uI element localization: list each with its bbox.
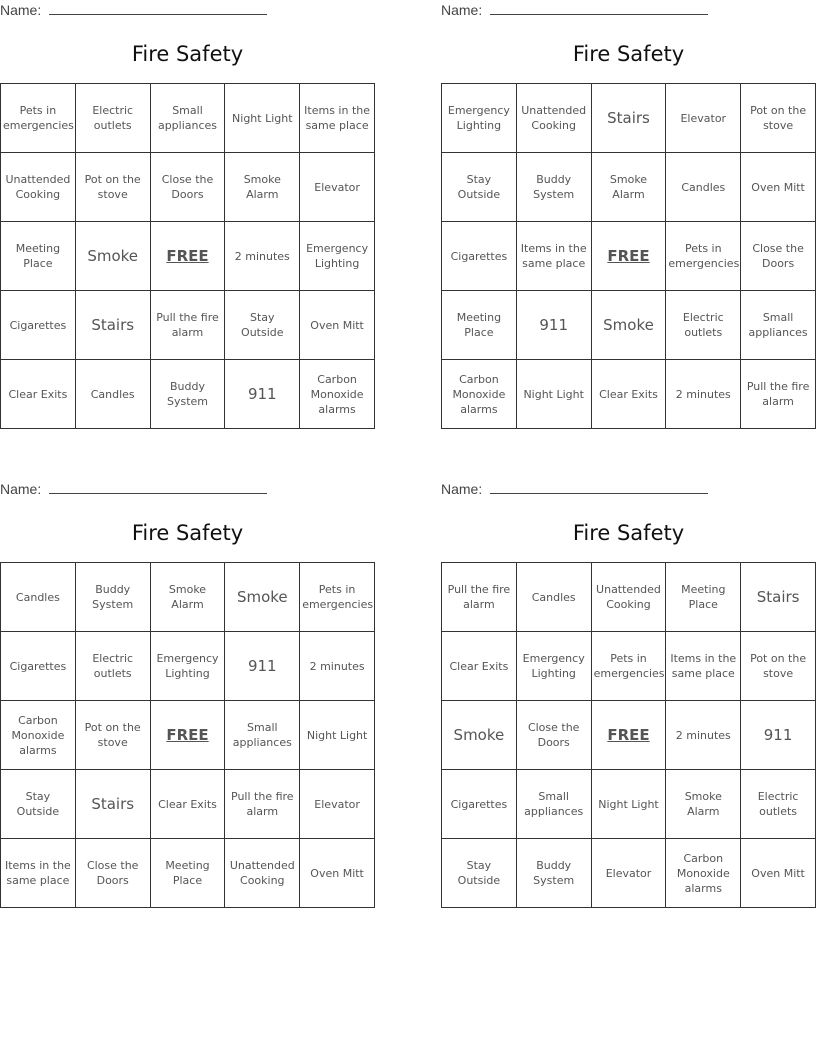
bingo-cell[interactable]: Electric outlets <box>75 84 150 153</box>
name-label: Name: <box>441 481 487 497</box>
bingo-cell[interactable]: Electric outlets <box>741 770 816 839</box>
bingo-cell[interactable]: Oven Mitt <box>741 153 816 222</box>
bingo-row <box>1 839 375 908</box>
card-title: Fire Safety <box>572 521 685 545</box>
bingo-grid <box>0 562 375 908</box>
free-space[interactable]: FREE <box>591 701 666 770</box>
name-field[interactable] <box>0 2 267 18</box>
bingo-cell[interactable]: Carbon Monoxide alarms <box>300 360 375 429</box>
bingo-cell[interactable]: Oven Mitt <box>300 839 375 908</box>
bingo-card <box>441 479 816 914</box>
name-blank-line[interactable] <box>490 481 708 494</box>
bingo-cell[interactable]: 2 minutes <box>666 360 741 429</box>
bingo-row <box>1 563 375 632</box>
free-space[interactable]: FREE <box>150 701 225 770</box>
bingo-cell[interactable]: Buddy System <box>516 153 591 222</box>
bingo-cell[interactable]: Clear Exits <box>442 632 517 701</box>
bingo-cell[interactable]: Cigarettes <box>1 291 76 360</box>
bingo-cell[interactable]: 2 minutes <box>225 222 300 291</box>
bingo-cell[interactable]: Emergency Lighting <box>300 222 375 291</box>
bingo-cell[interactable]: Pull the fire alarm <box>225 770 300 839</box>
bingo-cell[interactable]: Close the Doors <box>150 153 225 222</box>
bingo-row <box>1 701 375 770</box>
bingo-row <box>1 632 375 701</box>
bingo-cell[interactable]: Clear Exits <box>591 360 666 429</box>
bingo-cell[interactable]: Meeting Place <box>666 563 741 632</box>
bingo-cell[interactable]: Smoke <box>75 222 150 291</box>
bingo-cell[interactable]: Unattended Cooking <box>516 84 591 153</box>
name-blank-line[interactable] <box>490 2 708 15</box>
bingo-cell[interactable]: 2 minutes <box>300 632 375 701</box>
free-space[interactable]: FREE <box>591 222 666 291</box>
bingo-cell[interactable]: Emergency Lighting <box>516 632 591 701</box>
name-label: Name: <box>0 2 46 18</box>
bingo-cell[interactable]: Pets in emergencies <box>300 563 375 632</box>
bingo-cell[interactable]: Close the Doors <box>75 839 150 908</box>
bingo-cell[interactable]: Cigarettes <box>1 632 76 701</box>
bingo-cell[interactable]: Night Light <box>300 701 375 770</box>
bingo-cell[interactable]: Stay Outside <box>1 770 76 839</box>
bingo-cell[interactable]: Carbon Monoxide alarms <box>442 360 517 429</box>
bingo-cell[interactable]: Stairs <box>741 563 816 632</box>
bingo-row <box>442 563 816 632</box>
bingo-row <box>442 291 816 360</box>
bingo-cell[interactable]: Smoke <box>225 563 300 632</box>
bingo-cell[interactable]: Stairs <box>75 291 150 360</box>
bingo-cell[interactable]: Items in the same place <box>300 84 375 153</box>
bingo-cell[interactable]: Items in the same place <box>1 839 76 908</box>
name-blank-line[interactable] <box>49 2 267 15</box>
bingo-cell[interactable]: Pot on the stove <box>741 632 816 701</box>
bingo-cell[interactable]: Smoke Alarm <box>591 153 666 222</box>
bingo-cell[interactable]: Close the Doors <box>741 222 816 291</box>
bingo-cell[interactable]: Stay Outside <box>225 291 300 360</box>
bingo-cell[interactable]: Night Light <box>225 84 300 153</box>
bingo-row <box>1 222 375 291</box>
bingo-card <box>441 0 816 435</box>
bingo-cell[interactable]: Smoke Alarm <box>150 563 225 632</box>
name-label: Name: <box>0 481 46 497</box>
bingo-cell[interactable]: Stay Outside <box>442 153 517 222</box>
bingo-cell[interactable]: Buddy System <box>150 360 225 429</box>
bingo-cell[interactable]: Elevator <box>300 153 375 222</box>
bingo-cell[interactable]: Pets in emergencies <box>1 84 76 153</box>
bingo-cell[interactable]: Meeting Place <box>1 222 76 291</box>
bingo-cell[interactable]: Pot on the stove <box>75 701 150 770</box>
bingo-cell[interactable]: Oven Mitt <box>741 839 816 908</box>
bingo-cell[interactable]: Electric outlets <box>666 291 741 360</box>
bingo-grid <box>0 83 375 429</box>
bingo-cell[interactable]: Elevator <box>300 770 375 839</box>
bingo-cell[interactable]: Pets in emergencies <box>666 222 741 291</box>
bingo-row <box>442 770 816 839</box>
bingo-cell[interactable]: Meeting Place <box>442 291 517 360</box>
bingo-card <box>0 0 375 435</box>
bingo-cell[interactable]: Carbon Monoxide alarms <box>1 701 76 770</box>
bingo-cell[interactable]: Emergency Lighting <box>442 84 517 153</box>
bingo-cell[interactable]: Unattended Cooking <box>591 563 666 632</box>
bingo-row <box>442 360 816 429</box>
bingo-cell[interactable]: Small appliances <box>150 84 225 153</box>
name-field[interactable] <box>441 481 708 497</box>
bingo-cell[interactable]: Clear Exits <box>1 360 76 429</box>
bingo-cell[interactable]: Night Light <box>516 360 591 429</box>
bingo-row <box>442 632 816 701</box>
bingo-cell[interactable]: Items in the same place <box>516 222 591 291</box>
card-title: Fire Safety <box>131 42 244 66</box>
bingo-cell[interactable]: Meeting Place <box>150 839 225 908</box>
bingo-cell[interactable]: Elevator <box>666 84 741 153</box>
bingo-cell[interactable]: Pot on the stove <box>75 153 150 222</box>
bingo-row <box>1 291 375 360</box>
bingo-row <box>442 84 816 153</box>
bingo-cell[interactable]: 911 <box>225 360 300 429</box>
bingo-cell[interactable]: Pets in emergencies <box>591 632 666 701</box>
bingo-row <box>442 222 816 291</box>
bingo-cell[interactable]: 911 <box>516 291 591 360</box>
bingo-cell[interactable]: Elevator <box>591 839 666 908</box>
bingo-cell[interactable]: Candles <box>666 153 741 222</box>
bingo-cell[interactable]: Buddy System <box>516 839 591 908</box>
bingo-cell[interactable]: Small appliances <box>516 770 591 839</box>
bingo-cell[interactable]: Candles <box>1 563 76 632</box>
bingo-cell[interactable]: Electric outlets <box>75 632 150 701</box>
bingo-cell[interactable]: Close the Doors <box>516 701 591 770</box>
bingo-cell[interactable]: Small appliances <box>741 291 816 360</box>
bingo-row <box>442 839 816 908</box>
bingo-cell[interactable]: 911 <box>741 701 816 770</box>
bingo-cell[interactable]: Unattended Cooking <box>225 839 300 908</box>
bingo-cell[interactable]: Candles <box>75 360 150 429</box>
bingo-cell[interactable]: Small appliances <box>225 701 300 770</box>
bingo-cell[interactable]: Smoke Alarm <box>225 153 300 222</box>
name-blank-line[interactable] <box>49 481 267 494</box>
card-title: Fire Safety <box>572 42 685 66</box>
bingo-cell[interactable]: Emergency Lighting <box>150 632 225 701</box>
card-title: Fire Safety <box>131 521 244 545</box>
bingo-cell[interactable]: Stairs <box>75 770 150 839</box>
bingo-cell[interactable]: Pull the fire alarm <box>741 360 816 429</box>
bingo-cell[interactable]: Pot on the stove <box>741 84 816 153</box>
bingo-cell[interactable]: 911 <box>225 632 300 701</box>
bingo-grid <box>441 562 816 908</box>
bingo-cell[interactable]: Pull the fire alarm <box>442 563 517 632</box>
bingo-cell[interactable]: 2 minutes <box>666 701 741 770</box>
bingo-cell[interactable]: Smoke Alarm <box>666 770 741 839</box>
bingo-cell[interactable]: Night Light <box>591 770 666 839</box>
bingo-grid <box>441 83 816 429</box>
bingo-cell[interactable]: Candles <box>516 563 591 632</box>
bingo-row <box>442 701 816 770</box>
bingo-cell[interactable]: Items in the same place <box>666 632 741 701</box>
bingo-cell[interactable]: Carbon Monoxide alarms <box>666 839 741 908</box>
bingo-card <box>0 479 375 914</box>
bingo-cell[interactable]: Cigarettes <box>442 770 517 839</box>
bingo-cell[interactable]: Oven Mitt <box>300 291 375 360</box>
bingo-row <box>1 770 375 839</box>
name-field[interactable] <box>0 481 267 497</box>
bingo-cell[interactable]: Clear Exits <box>150 770 225 839</box>
name-field[interactable] <box>441 2 708 18</box>
name-label: Name: <box>441 2 487 18</box>
bingo-cell[interactable]: Unattended Cooking <box>1 153 76 222</box>
bingo-row <box>442 153 816 222</box>
bingo-cell[interactable]: Stairs <box>591 84 666 153</box>
bingo-row <box>1 153 375 222</box>
bingo-cell[interactable]: Buddy System <box>75 563 150 632</box>
bingo-cell[interactable]: Smoke <box>591 291 666 360</box>
bingo-cell[interactable]: Smoke <box>442 701 517 770</box>
bingo-cell[interactable]: Pull the fire alarm <box>150 291 225 360</box>
free-space[interactable]: FREE <box>150 222 225 291</box>
bingo-cell[interactable]: Stay Outside <box>442 839 517 908</box>
bingo-row <box>1 360 375 429</box>
bingo-row <box>1 84 375 153</box>
bingo-cell[interactable]: Cigarettes <box>442 222 517 291</box>
